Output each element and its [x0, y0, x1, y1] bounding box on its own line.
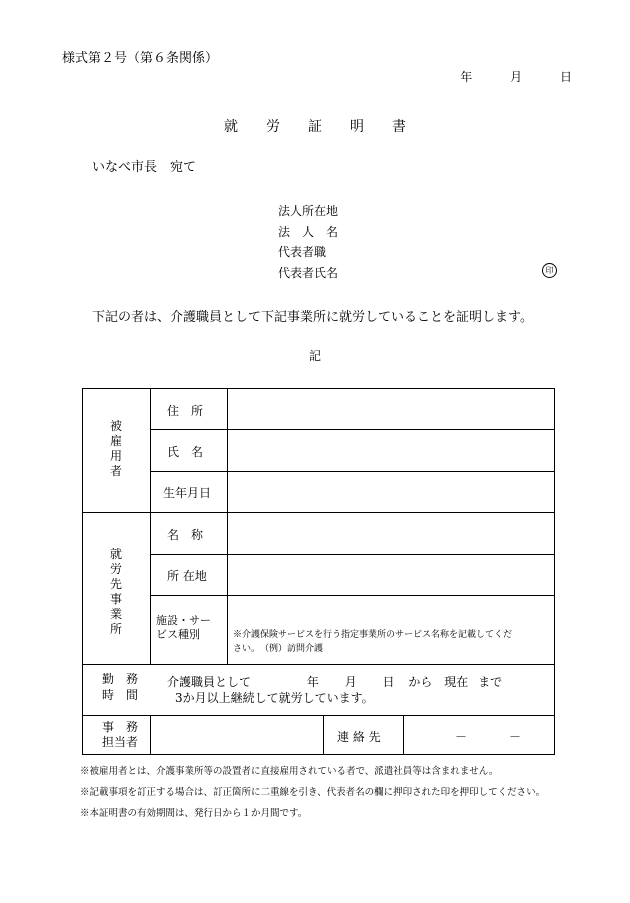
row-divider: [83, 715, 554, 716]
facility-note-line2: さい。 （例）訪問介護: [233, 644, 324, 654]
corp-name-label: 法 人 名: [278, 225, 339, 239]
contact-dash: －: [509, 730, 522, 744]
facility-note: [233, 628, 512, 656]
facility-type-line2: ビス種別: [156, 628, 200, 641]
workplace-name-label: 名 称: [167, 528, 204, 542]
staff-label-line2: 担当者: [102, 735, 139, 749]
date-year-label: 年: [460, 70, 473, 84]
rep-position-label: 代表者職: [278, 245, 327, 259]
employee-name-label: 氏 名: [167, 445, 204, 459]
info-table: [82, 388, 555, 755]
title-char: 就: [224, 119, 238, 135]
row-divider: [83, 664, 554, 665]
ki-heading: 記: [308, 349, 321, 363]
title-char: 書: [392, 119, 406, 135]
work-period-label-line2: 時 間: [102, 688, 139, 702]
row-divider: [150, 554, 554, 555]
staff-label: [102, 720, 138, 750]
workplace-group-label: 就労先事業所: [109, 547, 122, 636]
col-divider: [323, 715, 324, 754]
title-char: 労: [266, 119, 280, 135]
form-number: 様式第２号（第６条関係）: [62, 51, 219, 66]
facility-type-line1: 施設・サー: [156, 614, 211, 627]
date-month-label: 月: [510, 70, 523, 84]
contact-label: 連 絡 先: [337, 730, 381, 744]
col-divider: [150, 715, 151, 754]
col-divider: [227, 389, 228, 665]
work-period-from: から: [408, 675, 433, 689]
work-period-label: [102, 671, 138, 703]
col-divider: [403, 715, 404, 754]
issue-date: [438, 68, 572, 85]
corp-address-label: 法人所在地: [278, 204, 339, 218]
work-period-line1: [167, 673, 502, 690]
facility-note-line1: ※介護保険サービスを行う指定事業所のサービス名称を記載してくだ: [233, 630, 513, 640]
addressee: いなべ市長 宛て: [92, 160, 197, 175]
document-title: [0, 116, 630, 136]
facility-type-label: [156, 614, 211, 642]
row-divider: [150, 595, 554, 596]
work-period-label-line1: 勤 務: [102, 672, 139, 686]
title-char: 明: [350, 119, 364, 135]
footnote: ※被雇用者とは、介護事業所等の設置者に直接雇用されている者で、派遣社員等は含まれません。: [80, 766, 499, 777]
date-day-label: 日: [559, 70, 572, 84]
work-period-month: 月: [344, 675, 357, 689]
title-char: 証: [308, 119, 322, 135]
employee-birth-label: 生年月日: [163, 486, 212, 500]
row-divider: [83, 512, 554, 513]
footnote: ※記載事項を訂正する場合は、訂正箇所に二重線を引き、代表者名の欄に押印された印を押印してください。: [80, 787, 546, 798]
staff-label-line1: 事 務: [102, 720, 139, 734]
work-period-day: 日: [382, 675, 395, 689]
rep-name-label: 代表者氏名: [278, 266, 339, 280]
row-divider: [150, 471, 554, 472]
work-period-year: 年: [306, 675, 319, 689]
certification-statement: 下記の者は、介護職員として下記事業所に就労していることを証明します。: [92, 310, 533, 325]
row-divider: [150, 429, 554, 430]
work-period-intro: 介護職員として: [167, 675, 252, 689]
workplace-address-label: 所 在地: [167, 569, 207, 583]
col-divider: [150, 389, 151, 665]
employee-address-label: 住 所: [167, 404, 204, 418]
footnote: ※本証明書の有効期間は、発行日から１か月間です。: [80, 808, 308, 819]
work-period-line2: 3か月以上継続して就労しています。: [175, 691, 374, 705]
employee-group-label: 被雇用者: [109, 419, 122, 478]
work-period-until: まで: [478, 675, 503, 689]
seal-mark: 印: [542, 263, 557, 278]
work-period-now: 現在: [444, 675, 469, 689]
contact-dash: －: [455, 730, 468, 744]
